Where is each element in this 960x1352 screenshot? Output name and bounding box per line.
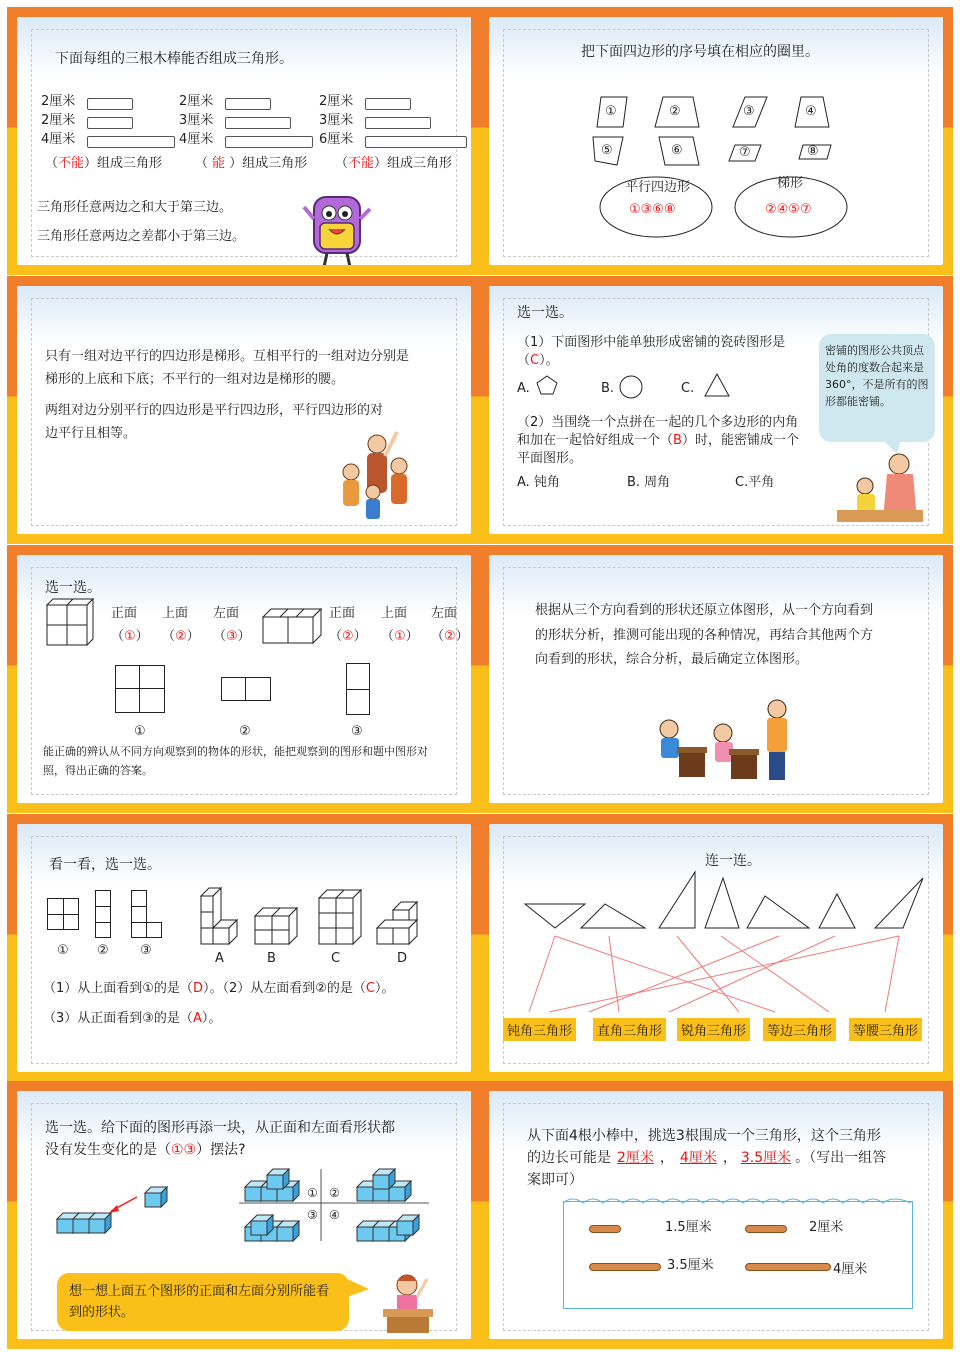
- paren: ）: [405, 629, 419, 644]
- answer: 不能: [58, 156, 85, 171]
- slide-9: [7, 1081, 481, 1349]
- triangle-icon: [659, 872, 695, 928]
- text: （1）从上面看到①的是（: [43, 981, 193, 996]
- view-shape-1-v: [139, 665, 140, 713]
- stick-panel: [563, 1201, 913, 1309]
- paren: ）: [455, 629, 469, 644]
- solid-label: C: [331, 951, 341, 966]
- answer: ②: [175, 629, 187, 644]
- quad-number: ④: [805, 104, 817, 119]
- stick-length: 1.5厘米: [665, 1220, 712, 1235]
- quad-number: ⑤: [601, 143, 613, 158]
- paren: （: [329, 629, 343, 644]
- wooden-stick: [745, 1263, 831, 1271]
- quadrilateral-shapes: [489, 17, 943, 265]
- set-answer-parallelogram: ①③⑥⑧: [629, 202, 676, 217]
- slide-4: [479, 276, 953, 544]
- view-top: 上面: [162, 606, 189, 621]
- wooden-stick: [745, 1225, 787, 1233]
- triangle-icon: [581, 904, 645, 928]
- slide-title: 选一选。: [45, 580, 101, 596]
- set-answer-trapezoid: ②④⑤⑦: [765, 202, 812, 217]
- shape-number: ③: [351, 724, 363, 739]
- stick: [365, 117, 431, 129]
- solid-figures: [17, 824, 471, 1072]
- quad-number: ③: [743, 104, 755, 119]
- classroom-illustration-icon: [649, 695, 799, 793]
- triangle-icon: [705, 374, 729, 396]
- shape-number: ①: [134, 724, 146, 739]
- suffix: ）组成三角形: [225, 156, 308, 171]
- length-label: 2厘米: [319, 94, 354, 109]
- slide-title: 选一选。: [517, 305, 573, 321]
- answer: B: [673, 433, 682, 448]
- stick-panel-edge: [563, 1195, 913, 1205]
- paren: （: [213, 629, 227, 644]
- text: 没有发生变化的是（: [45, 1142, 171, 1158]
- stick: [87, 136, 175, 148]
- view-shape-2: [221, 677, 271, 701]
- slide-6: [479, 545, 953, 813]
- quadrant-number: ①: [307, 1186, 318, 1200]
- paren: ）: [186, 629, 200, 644]
- stick: [225, 136, 313, 148]
- view-front: 正面: [329, 606, 356, 621]
- method-text: 根据从三个方向看到的形状还原立体图形，从一个方向看到的形状分析，推测可能出现的各种情况，再结合其他两个方向看到的形状，综合分析，最后确定立体图形。: [535, 603, 874, 668]
- answer-2: 4厘米: [679, 1150, 717, 1166]
- teacher-student-illustration-icon: [837, 450, 927, 526]
- option-a-label: A.: [517, 381, 530, 396]
- text: ）摆法?: [196, 1142, 246, 1158]
- view-shape-3-h: [346, 689, 370, 690]
- slide-2: [479, 7, 953, 275]
- hint-text: 想一想上面五个图形的正面和左面分别所能看到的形状。: [69, 1284, 330, 1321]
- quad-number: ⑥: [671, 143, 683, 158]
- stick: [87, 98, 133, 110]
- length-label: 2厘米: [41, 113, 76, 128]
- solid-label: B: [267, 951, 276, 966]
- answer: ②: [342, 629, 354, 644]
- stick: [225, 117, 291, 129]
- answer: ①: [124, 629, 136, 644]
- stick-length: 4厘米: [833, 1262, 868, 1277]
- label-equilateral-triangle: 等边三角形: [763, 1018, 836, 1041]
- paren: （: [195, 156, 213, 171]
- quadrant-number: ②: [329, 1186, 340, 1200]
- paren: （: [162, 629, 176, 644]
- quadrant-number: ③: [307, 1208, 318, 1222]
- text: 。（写出一组答: [795, 1150, 887, 1166]
- question-2-option-a: A. 钝角: [517, 475, 560, 490]
- hint-bubble-tail: [347, 1279, 371, 1299]
- question-line-2: [527, 1149, 886, 1168]
- quad-number: ⑦: [739, 145, 751, 160]
- pentagon-icon: [537, 376, 557, 394]
- view-left: 左面: [213, 606, 240, 621]
- slide-3: [7, 276, 481, 544]
- length-label: 4厘米: [179, 132, 214, 147]
- answer: C: [365, 981, 375, 996]
- view-shape-1: [115, 665, 165, 713]
- answer-3: 3.5厘米: [740, 1150, 792, 1166]
- answer-top: [162, 628, 200, 646]
- paren: ）: [353, 629, 367, 644]
- answer: A: [192, 1011, 202, 1026]
- option-b-label: B.: [601, 381, 615, 396]
- text: ）时，能密铺成一个: [681, 433, 799, 448]
- triangle-icon: [819, 894, 855, 928]
- slide-1: [7, 7, 481, 275]
- stick: [365, 136, 467, 148]
- tip-bubble: [819, 334, 935, 442]
- quadrant-number: ④: [329, 1208, 340, 1222]
- question-2-line-3: 平面图形。: [517, 451, 583, 466]
- length-label: 4厘米: [41, 132, 76, 147]
- view-front: 正面: [111, 606, 138, 621]
- view-number: ②: [97, 943, 109, 958]
- paren: （: [335, 156, 349, 171]
- slide-5: [7, 545, 481, 813]
- question-line-2: [43, 1010, 221, 1028]
- suffix: ）组成三角形: [374, 156, 453, 171]
- text: ）。: [201, 1011, 222, 1026]
- suffix: ）组成三角形: [84, 156, 163, 171]
- paren: ）: [135, 629, 149, 644]
- answer: D: [192, 981, 203, 996]
- length-label: 2厘米: [179, 94, 214, 109]
- slide-8: [479, 814, 953, 1082]
- children-illustration-icon: [327, 426, 417, 526]
- shape-number: ②: [239, 724, 251, 739]
- answer: ③: [226, 629, 238, 644]
- quad-number: ①: [605, 104, 617, 119]
- parallelogram-definition: 两组对边分别平行的四边形是平行四边形，平行四边形的对边平行且相等。: [45, 403, 384, 441]
- cube-stack-right: [263, 609, 323, 645]
- answer-left: [213, 628, 251, 646]
- length-label: 6厘米: [319, 132, 354, 147]
- label-obtuse-triangle: 钝角三角形: [503, 1018, 576, 1041]
- view-shape-1-h: [115, 688, 165, 689]
- slide-title: 把下面四边形的序号填在相应的圈里。: [581, 44, 819, 60]
- answer-line: [195, 155, 307, 173]
- solid-label: D: [397, 951, 408, 966]
- solid-label: A: [215, 951, 224, 966]
- question-2-line-2: [517, 432, 799, 450]
- paren: （: [45, 156, 59, 171]
- text: 和加在一起恰好组成一个（: [517, 433, 674, 448]
- question-line-1: 从下面4根小棒中，挑选3根围成一个三角形，这个三角形: [527, 1128, 881, 1144]
- view-number: ①: [57, 943, 69, 958]
- stick: [87, 117, 133, 129]
- trapezoid-definition: 只有一组对边平行的四边形是梯形。互相平行的一组对边分别是梯形的上底和下底；不平行的一组对边是梯形的腰。: [45, 349, 410, 387]
- text: ）。（2）从左面看到②的是（: [202, 981, 366, 996]
- slide-title: 看一看，选一选。: [49, 857, 161, 873]
- text: ，: [722, 1150, 737, 1166]
- answer: ②: [444, 629, 456, 644]
- text: 的边长可能是: [527, 1150, 611, 1166]
- answer-front: [111, 628, 149, 646]
- answer-top: [381, 628, 419, 646]
- student-at-desk-icon: [379, 1269, 437, 1335]
- stick: [225, 98, 271, 110]
- answer: ①: [394, 629, 406, 644]
- quad-number: ⑧: [807, 144, 819, 159]
- view-number: ③: [140, 943, 152, 958]
- label-acute-triangle: 锐角三角形: [677, 1018, 750, 1041]
- slide-7: [7, 814, 481, 1082]
- triangle-icon: [525, 904, 585, 928]
- stick-length: 3.5厘米: [667, 1258, 714, 1273]
- paren: （: [431, 629, 445, 644]
- question-line-1: [43, 980, 394, 998]
- rule-sum: 三角形任意两边之和大于第三边。: [37, 200, 233, 215]
- wooden-stick: [589, 1225, 621, 1233]
- triangle-icon: [705, 878, 739, 928]
- triangle-icon: [875, 878, 923, 928]
- length-label: 3厘米: [319, 113, 354, 128]
- slide-title: 连一连。: [705, 853, 761, 869]
- answer: 不能: [348, 156, 375, 171]
- paren: ）: [237, 629, 251, 644]
- question-line-3: 案即可）: [527, 1172, 583, 1188]
- backpack-mascot-icon: [302, 189, 372, 265]
- answer-line: [45, 155, 162, 173]
- stick-length: 2厘米: [809, 1220, 844, 1235]
- rule-difference: 三角形任意两边之差都小于第三边。: [37, 229, 246, 244]
- question-line-1: 选一选。给下面的图形再添一块，从正面和左面看形状都: [45, 1120, 395, 1136]
- question-2-option-c: C.平角: [735, 475, 775, 490]
- label-isosceles-triangle: 等腰三角形: [849, 1018, 922, 1041]
- length-label: 2厘米: [41, 94, 76, 109]
- slide-title: 下面每组的三根木棒能否组成三角形。: [55, 51, 293, 67]
- summary-note: 能正确的辨认从不同方向观察到的物体的形状，能把观察到的图形和题中图形对照，得出正确的答案。: [43, 745, 428, 777]
- paren: （: [381, 629, 395, 644]
- answer: ①③: [171, 1142, 197, 1158]
- wooden-stick: [589, 1263, 661, 1271]
- answer-front: [329, 628, 367, 646]
- answer-line: [335, 155, 452, 173]
- stick: [365, 98, 411, 110]
- paren: ）。: [539, 353, 559, 368]
- option-c-label: C.: [681, 381, 695, 396]
- answer: C: [530, 353, 540, 368]
- question-2-line-1: （2）当围绕一个点拼在一起的几个多边形的内角: [517, 415, 799, 430]
- view-shape-2-v: [245, 677, 246, 701]
- set-label-parallelogram: 平行四边形: [625, 180, 691, 195]
- view-top: 上面: [381, 606, 408, 621]
- set-label-trapezoid: 梯形: [777, 176, 804, 191]
- hint-bubble: [57, 1273, 349, 1331]
- text: ）。: [374, 981, 395, 996]
- answer-left: [431, 628, 469, 646]
- text: ，: [659, 1150, 674, 1166]
- triangle-icon: [747, 896, 809, 928]
- paren: （: [111, 629, 125, 644]
- tip-text: 密铺的图形公共顶点处角的度数合起来是360°，不是所有的图形都能密铺。: [825, 344, 929, 409]
- question-2-option-b: B. 周角: [627, 475, 671, 490]
- question-1: （1）下面图形中能单独形成密铺的瓷砖图形是: [517, 335, 786, 350]
- view-left: 左面: [431, 606, 458, 621]
- circle-icon: [620, 376, 642, 398]
- answer-1: 2厘米: [617, 1150, 654, 1166]
- quad-number: ②: [669, 104, 681, 119]
- slide-10: [479, 1081, 953, 1349]
- paren: （: [517, 353, 531, 368]
- length-label: 3厘米: [179, 113, 214, 128]
- label-right-triangle: 直角三角形: [593, 1018, 666, 1041]
- text: （3）从正面看到③的是（: [43, 1011, 193, 1026]
- cube-stack-left: [47, 599, 97, 649]
- answer: 能: [212, 156, 226, 171]
